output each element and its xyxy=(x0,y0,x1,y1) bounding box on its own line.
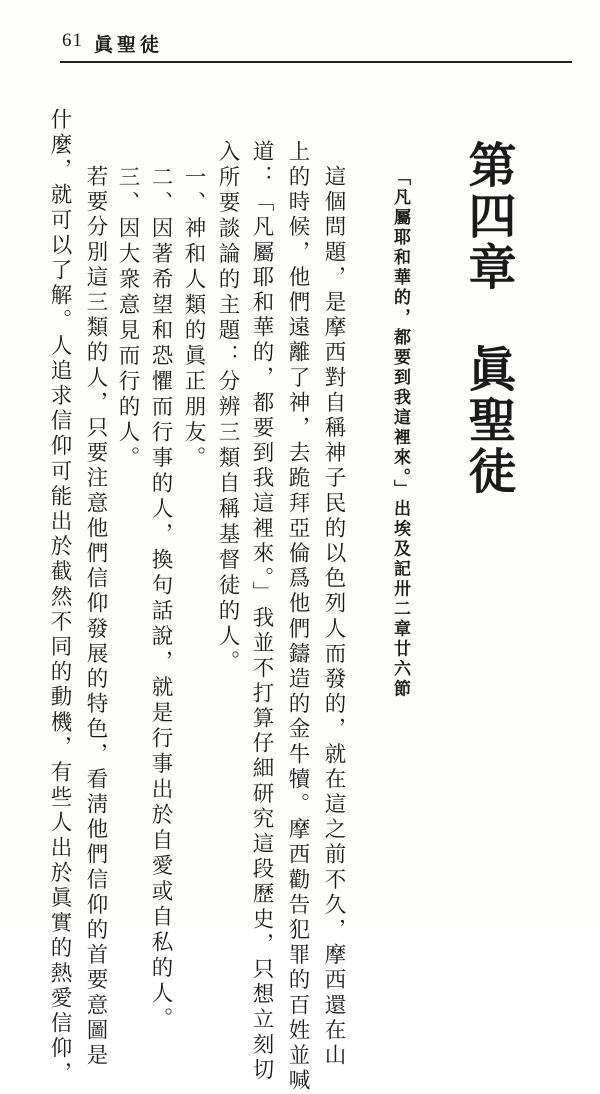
list-item: 一、神和人類的眞正朋友。 xyxy=(181,140,206,472)
running-title: 眞聖徒 xyxy=(94,34,164,56)
body-text-column: 入所要談論的主題：分辨三類自稱基督徒的人。 xyxy=(215,140,240,676)
chapter-epigraph: 「凡屬耶和華的，都要到我這裡來。」出埃及記卅二章廿六節 xyxy=(390,168,410,700)
header-rule xyxy=(60,61,572,63)
list-item: 三、因大衆意見而行的人。 xyxy=(115,140,140,472)
body-text-column: 這個問題，是摩西對自稱神子民的以色列人而發的，就在這之前不久，摩西還在山 xyxy=(321,140,346,1069)
body-text-column: 若要分別這三類的人，只要注意他們信仰發展的特色，看淸他們信仰的首要意圖是 xyxy=(83,140,108,1069)
page-number: 61 xyxy=(62,30,83,51)
body-text-column: 上的時候，他們遠離了神，去跪拜亞倫爲他們鑄造的金牛犢。摩西勸告犯罪的百姓並喊 xyxy=(285,140,310,1094)
body-text-column: 什麼，就可以了解。人追求信仰可能出於截然不同的動機，有些人出於眞實的熱愛信仰， xyxy=(47,108,72,1087)
chapter-title: 第四章 眞聖徒 xyxy=(460,140,516,497)
list-item: 二、因著希望和恐懼而行事的人，換句話說，就是行事出於自愛或自私的人。 xyxy=(148,140,173,1033)
body-text-column: 道：「凡屬耶和華的，都要到我這裡來。」我並不打算仔細研究這段歷史，只想立刻切 xyxy=(249,140,274,1084)
